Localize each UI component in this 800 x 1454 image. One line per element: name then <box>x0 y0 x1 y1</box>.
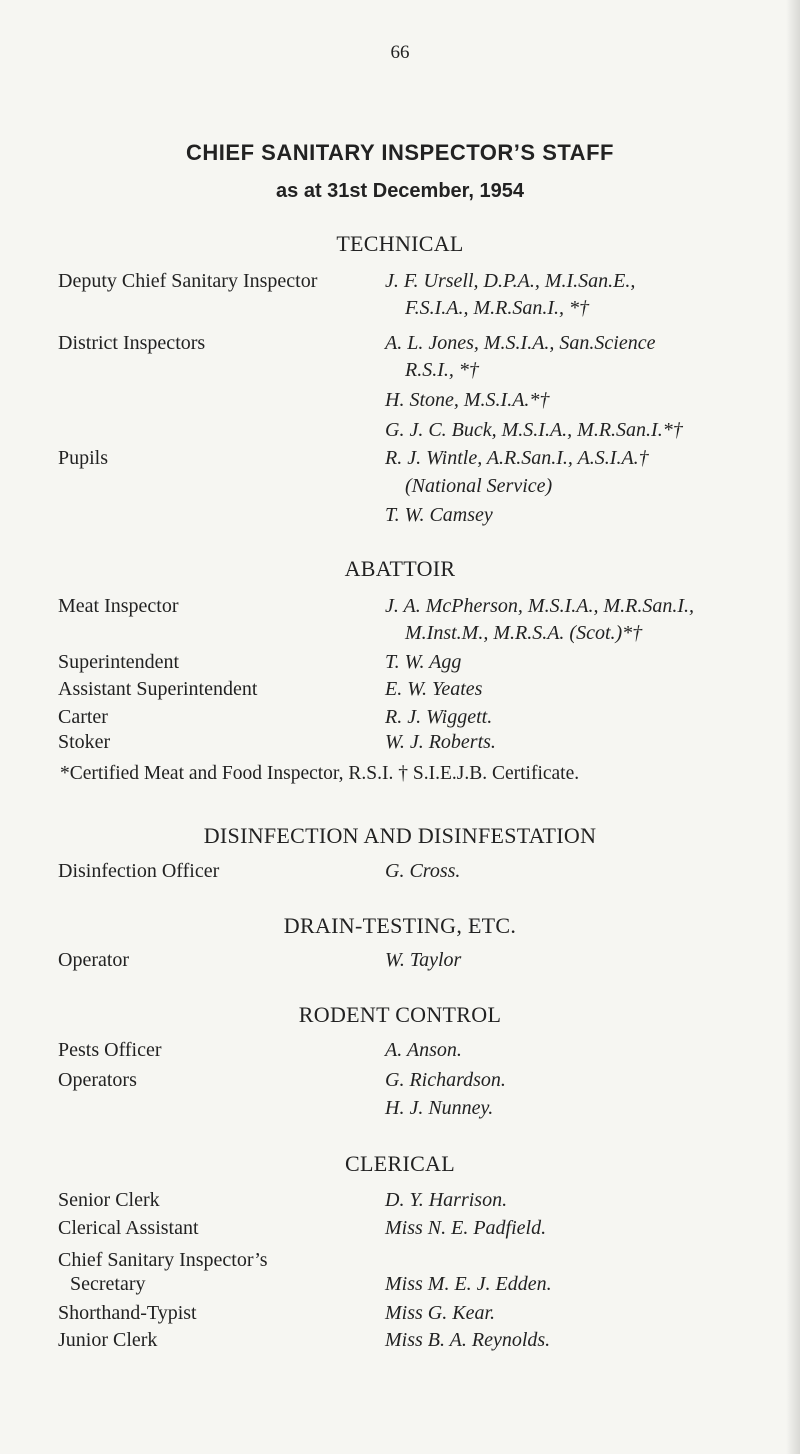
page-edge-shadow <box>786 0 800 1454</box>
role-district-inspectors: District Inspectors <box>58 332 206 354</box>
footnote: *Certified Meat and Food Inspector, R.S.I. † S.I.E.J.B. Certificate. <box>60 763 580 784</box>
name-carter: R. J. Wiggett. <box>385 706 493 728</box>
role-assistant-superintendent: Assistant Superintendent <box>58 678 258 700</box>
role-superintendent: Superintendent <box>58 651 180 673</box>
name-pupil-1-line1: R. J. Wintle, A.R.San.I., A.S.I.A.† <box>385 447 649 469</box>
role-shorthand-typist: Shorthand-Typist <box>58 1302 197 1324</box>
name-disinfection-officer: G. Cross. <box>385 860 461 882</box>
role-meat-inspector: Meat Inspector <box>58 595 179 617</box>
role-senior-clerk: Senior Clerk <box>58 1189 160 1211</box>
name-stoker: W. J. Roberts. <box>385 731 496 753</box>
name-deputy-chief-line1: J. F. Ursell, D.P.A., M.I.San.E., <box>385 270 636 292</box>
name-pupil-1-line2: (National Service) <box>405 475 553 497</box>
section-heading-drain-testing: DRAIN-TESTING, ETC. <box>283 913 517 938</box>
name-secretary: Miss M. E. J. Edden. <box>385 1273 552 1295</box>
name-shorthand-typist: Miss G. Kear. <box>385 1302 496 1324</box>
role-clerical-assistant: Clerical Assistant <box>58 1217 199 1239</box>
role-deputy-chief: Deputy Chief Sanitary Inspector <box>58 270 318 292</box>
name-district-2: H. Stone, M.S.I.A.*† <box>385 389 550 411</box>
role-carter: Carter <box>58 706 108 728</box>
role-disinfection-officer: Disinfection Officer <box>58 860 220 882</box>
name-rodent-operator-2: H. J. Nunney. <box>385 1097 494 1119</box>
name-senior-clerk: D. Y. Harrison. <box>385 1189 508 1211</box>
name-clerical-assistant: Miss N. E. Padfield. <box>385 1217 547 1239</box>
name-pests-officer: A. Anson. <box>385 1039 462 1061</box>
section-heading-abattoir: ABATTOIR <box>344 556 456 581</box>
section-heading-technical: TECHNICAL <box>336 231 464 256</box>
name-district-1-line2: R.S.I., *† <box>405 359 479 381</box>
page-title: CHIEF SANITARY INSPECTOR’S STAFF <box>186 140 614 165</box>
name-meat-inspector-line2: M.Inst.M., M.R.S.A. (Scot.)*† <box>405 622 643 644</box>
name-assistant-superintendent: E. W. Yeates <box>385 678 483 700</box>
name-deputy-chief-line2: F.S.I.A., M.R.San.I., *† <box>405 297 590 319</box>
role-operators: Operators <box>58 1069 137 1091</box>
name-meat-inspector-line1: J. A. McPherson, M.S.I.A., M.R.San.I., <box>385 595 695 617</box>
role-pests-officer: Pests Officer <box>58 1039 162 1061</box>
name-rodent-operator-1: G. Richardson. <box>385 1069 506 1091</box>
name-superintendent: T. W. Agg <box>385 651 462 673</box>
section-heading-clerical: CLERICAL <box>345 1151 455 1176</box>
page-number: 66 <box>390 42 410 63</box>
name-junior-clerk: Miss B. A. Reynolds. <box>385 1329 551 1351</box>
name-pupil-2: T. W. Camsey <box>385 504 493 526</box>
name-district-3: G. J. C. Buck, M.S.I.A., M.R.San.I.*† <box>385 419 683 441</box>
role-junior-clerk: Junior Clerk <box>58 1329 158 1351</box>
role-secretary-line2: Secretary <box>70 1273 146 1295</box>
page-subtitle: as at 31st December, 1954 <box>276 180 524 202</box>
role-pupils: Pupils <box>58 447 109 469</box>
role-stoker: Stoker <box>58 731 111 753</box>
name-operator: W. Taylor <box>385 949 462 971</box>
section-heading-rodent-control: RODENT CONTROL <box>298 1002 502 1027</box>
role-secretary-line1: Chief Sanitary Inspector’s <box>58 1249 268 1271</box>
section-heading-disinfection: DISINFECTION AND DISINFESTATION <box>203 823 597 848</box>
role-operator: Operator <box>58 949 130 971</box>
name-district-1-line1: A. L. Jones, M.S.I.A., San.Science <box>385 332 656 354</box>
